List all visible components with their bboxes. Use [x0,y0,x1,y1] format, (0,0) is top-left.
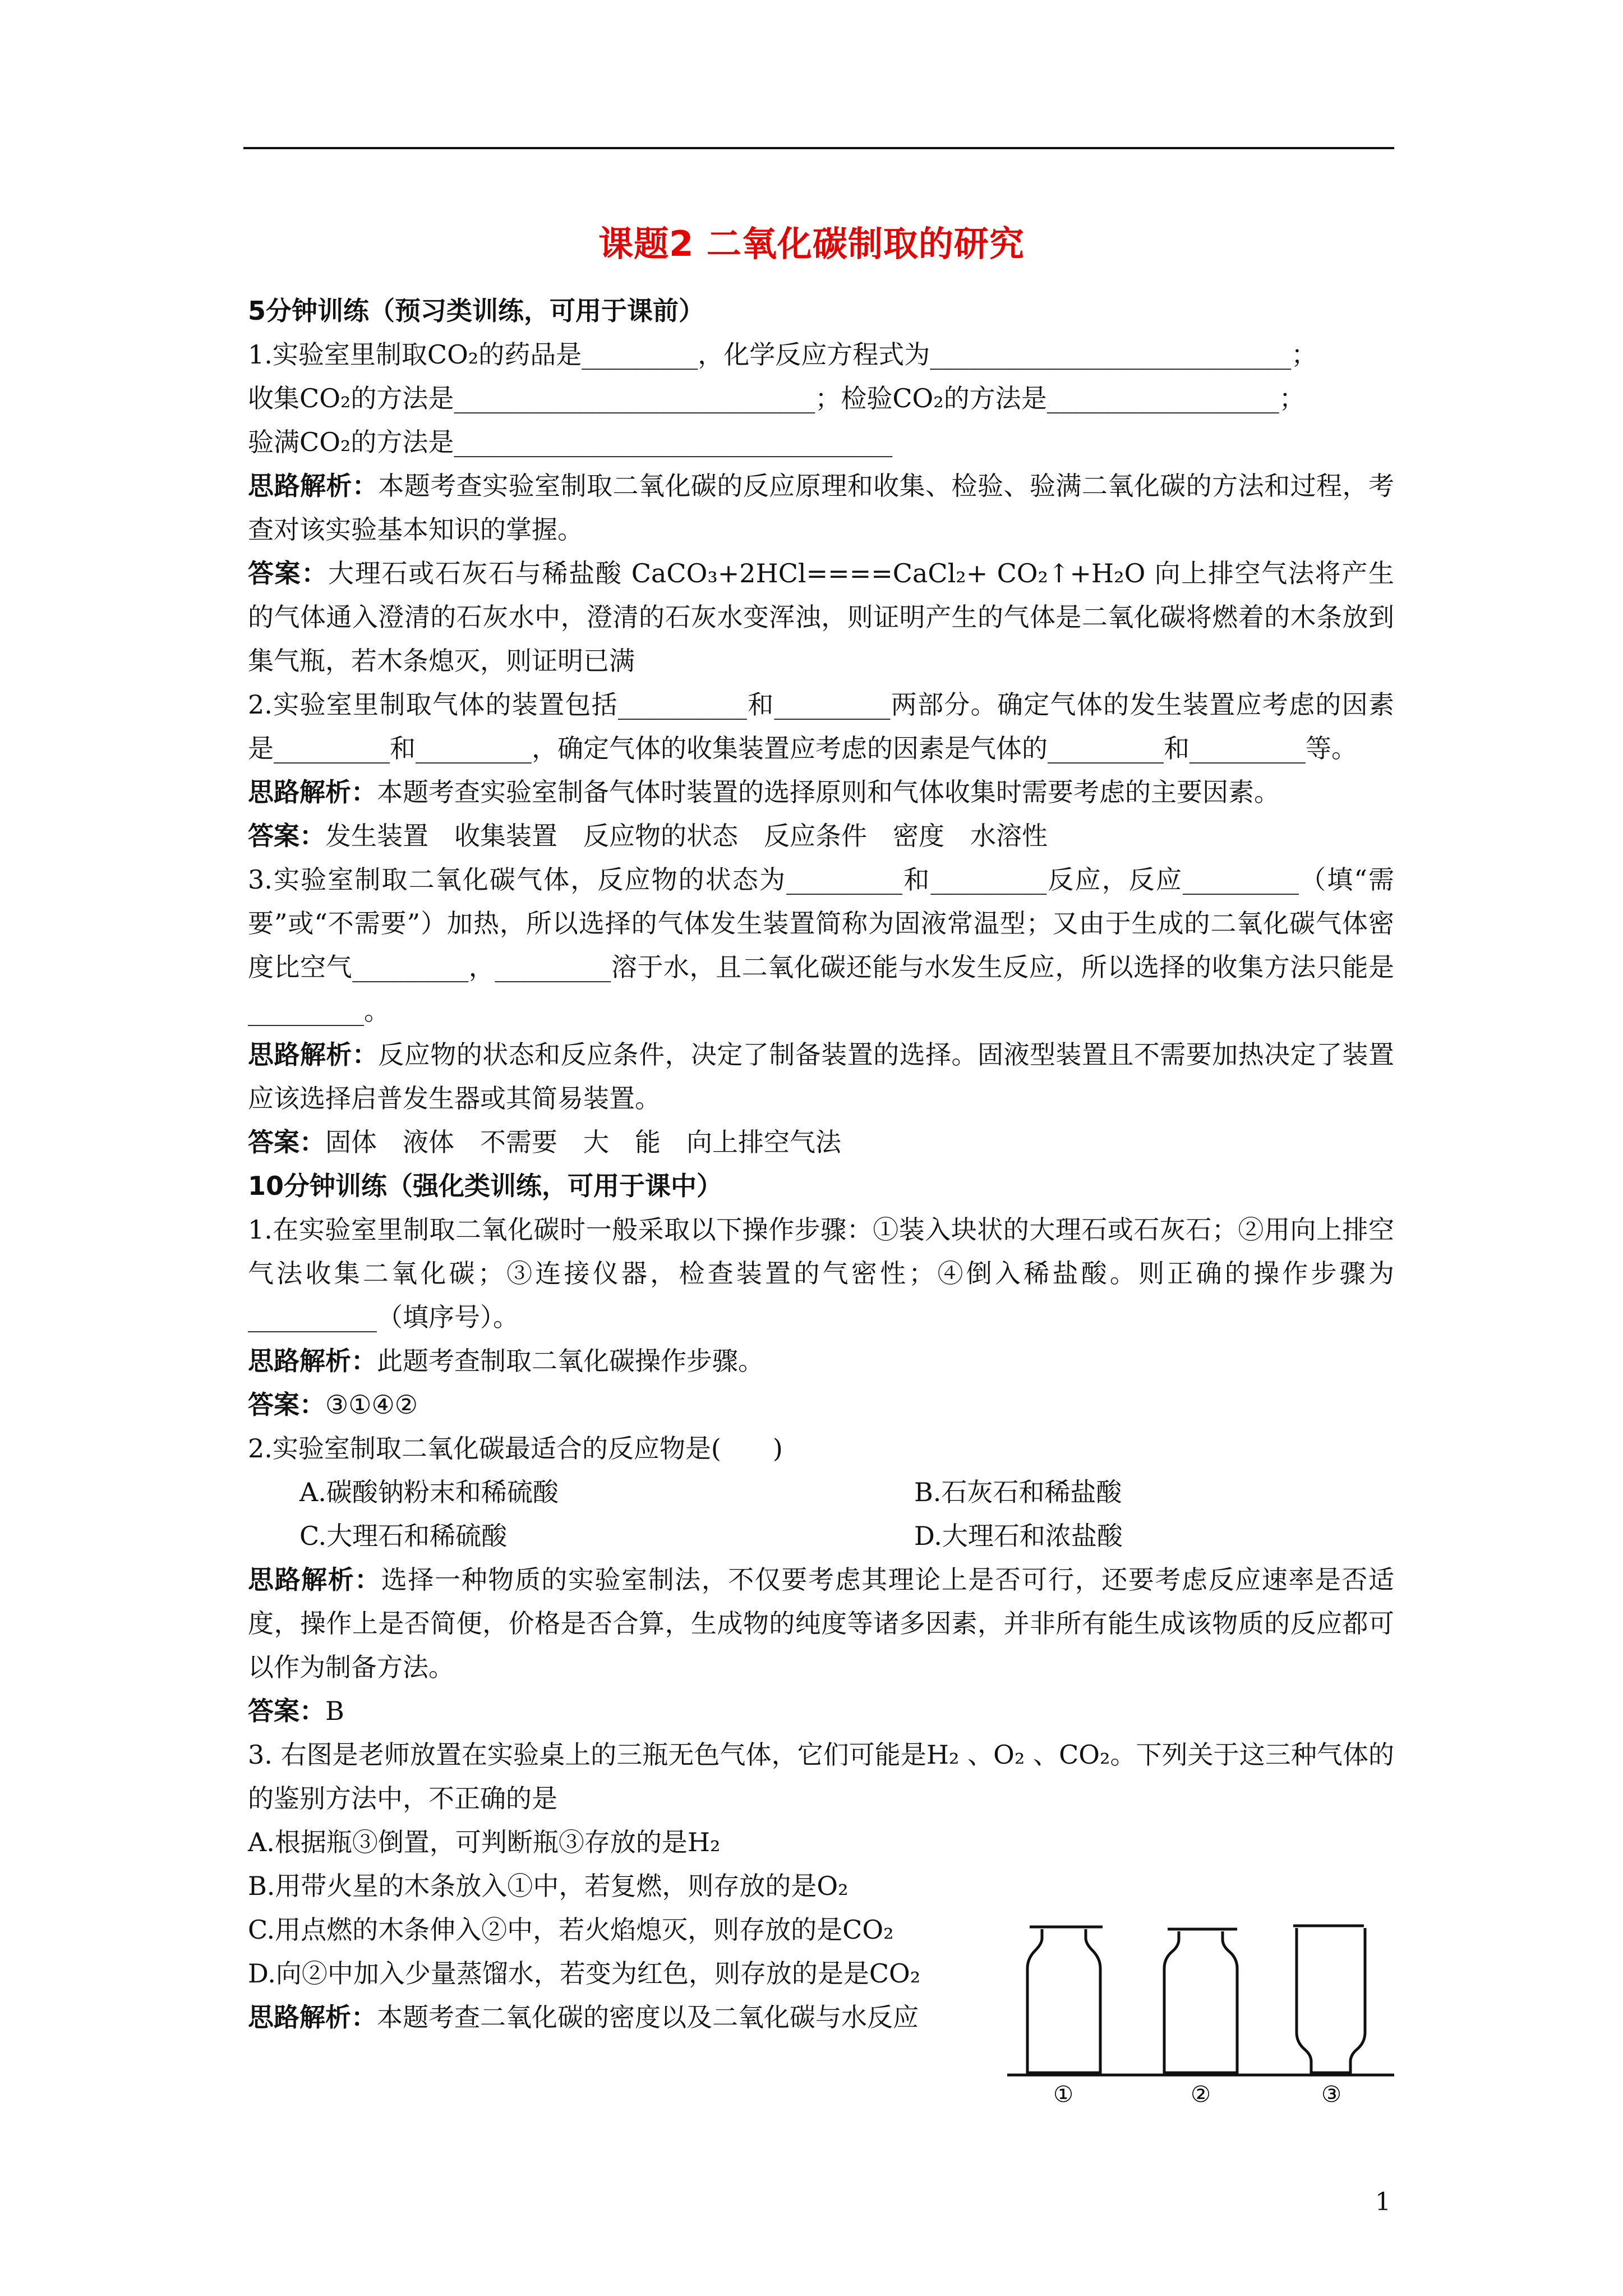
option-c: C.大理石和稀硫酸 [299,1521,508,1551]
answer-1: 答案：大理石或石灰石与稀盐酸 CaCO₃+2HCl====CaCl₂+ CO₂↑+H₂O 向上排空气法将产生的气体通入澄清的石灰水中，澄清的石灰水变浑浊，则证明产生的气体是二氧化碳将燃着的木条放到集气瓶，若木条熄灭，则证明已满 [248,558,1395,676]
question-s2-3-options [248,1820,988,1995]
document-body [248,289,1395,2108]
question-2: 2.实验室里制取气体的装置包括__________和_________两部分。确定气体的发生装置应考虑的因素是_________和_________，确定气体的收集装置应考虑的因素是气体的_________和_________等。 [248,689,1394,763]
analysis-3: 思路解析：反应物的状态和反应条件，决定了制备装置的选择。固液型装置且不需要加热决定了装置应该选择启普发生器或其简易装置。 [248,1039,1395,1114]
bottle-label-2: ② [1191,2082,1211,2108]
choice-options [248,1470,1394,1558]
option-d: D.大理石和浓盐酸 [914,1521,1123,1551]
option-d: D.向②中加入少量蒸馏水，若变为红色，则存放的是是CO₂ [248,1958,921,1989]
analysis-s2-3: 思路解析：本题考查二氧化碳的密度以及二氧化碳与水反应 [248,2002,919,2032]
analysis-s2-2: 思路解析：选择一种物质的实验室制法，不仅要考虑其理论上是否可行，还要考虑反应速率是否适度，操作上是否简便，价格是否合算，生成物的纯度等诸多因素，并非所有能生成该物质的反应都可以作为制备方法。 [248,1565,1395,1682]
question-s2-3: 3. 右图是老师放置在实验桌上的三瓶无色气体，它们可能是H₂ 、O₂ 、CO₂。下列关于这三种气体的的鉴别方法中，不正确的是 [248,1740,1394,1814]
header-rule [243,147,1394,149]
bottle-1 [1027,1927,1103,2073]
answer-s2-1: 答案：③①④② [248,1389,418,1420]
option-c: C.用点燃的木条伸入②中，若火焰熄灭，则存放的是CO₂ [248,1915,894,1945]
answer-3: 答案：固体 液体 不需要 大 能 向上排空气法 [248,1127,841,1157]
question-1-line1: 1.实验室里制取CO₂的药品是_________，化学反应方程式为____________________________； [248,339,1317,370]
question-1-line2: 收集CO₂的方法是____________________________；检验CO₂的方法是__________________； [248,383,1305,413]
option-a: A.碳酸钠粉末和稀硫酸 [299,1477,559,1507]
section-heading-5min: 5分钟训练（预习类训练，可用于课前） [248,296,705,326]
page-title: 课题2 二氧化碳制取的研究 [598,223,1025,264]
option-b: B.用带火星的木条放入①中，若复燃，则存放的是O₂ [248,1871,849,1901]
page-number: 1 [1375,2188,1391,2216]
analysis-s2-1: 思路解析：此题考查制取二氧化碳操作步骤。 [248,1346,764,1376]
question-s2-1: 1.在实验室里制取二氧化碳时一般采取以下操作步骤：①装入块状的大理石或石灰石；②用向上排空气法收集二氧化碳；③连接仪器，检查装置的气密性；④倒入稀盐酸。则正确的操作步骤为__________（填序号）。 [248,1214,1394,1332]
bottle-label-3: ③ [1321,2082,1341,2108]
gas-bottles-figure [1007,1917,1394,2108]
analysis-2: 思路解析：本题考查实验室制备气体时装置的选择原则和气体收集时需要考虑的主要因素。 [248,777,1280,807]
answer-2: 答案：发生装置 收集装置 反应物的状态 反应条件 密度 水溶性 [248,821,1048,851]
question-s2-2: 2.实验室制取二氧化碳最适合的反应物是( ) [248,1433,783,1464]
answer-s2-2: 答案：B [248,1696,344,1726]
question-3: 3.实验室制取二氧化碳气体，反应物的状态为_________和_________反应，反应_________（填“需要”或“不需要”）加热，所以选择的气体发生装置简称为固液常温型；又由于生成的二氧化碳气体密度比空气_________，_________溶于水，且二氧化碳还能与水发生反应，所以选择的收集方法只能是_________。 [248,864,1394,1026]
question-1-line3: 验满CO₂的方法是__________________________________ [248,427,893,457]
bottle-2 [1164,1929,1237,2073]
option-a: A.根据瓶③倒置，可判断瓶③存放的是H₂ [248,1827,721,1857]
bottle-label-1: ① [1053,2082,1073,2108]
section-heading-10min: 10分钟训练（强化类训练，可用于课中） [248,1171,723,1201]
option-b: B.石灰石和稀盐酸 [914,1477,1122,1507]
bottle-3-inverted [1293,1926,1365,2073]
analysis-1: 思路解析：本题考查实验室制取二氧化碳的反应原理和收集、检验、验满二氧化碳的方法和过程，考查对该实验基本知识的掌握。 [248,471,1395,545]
